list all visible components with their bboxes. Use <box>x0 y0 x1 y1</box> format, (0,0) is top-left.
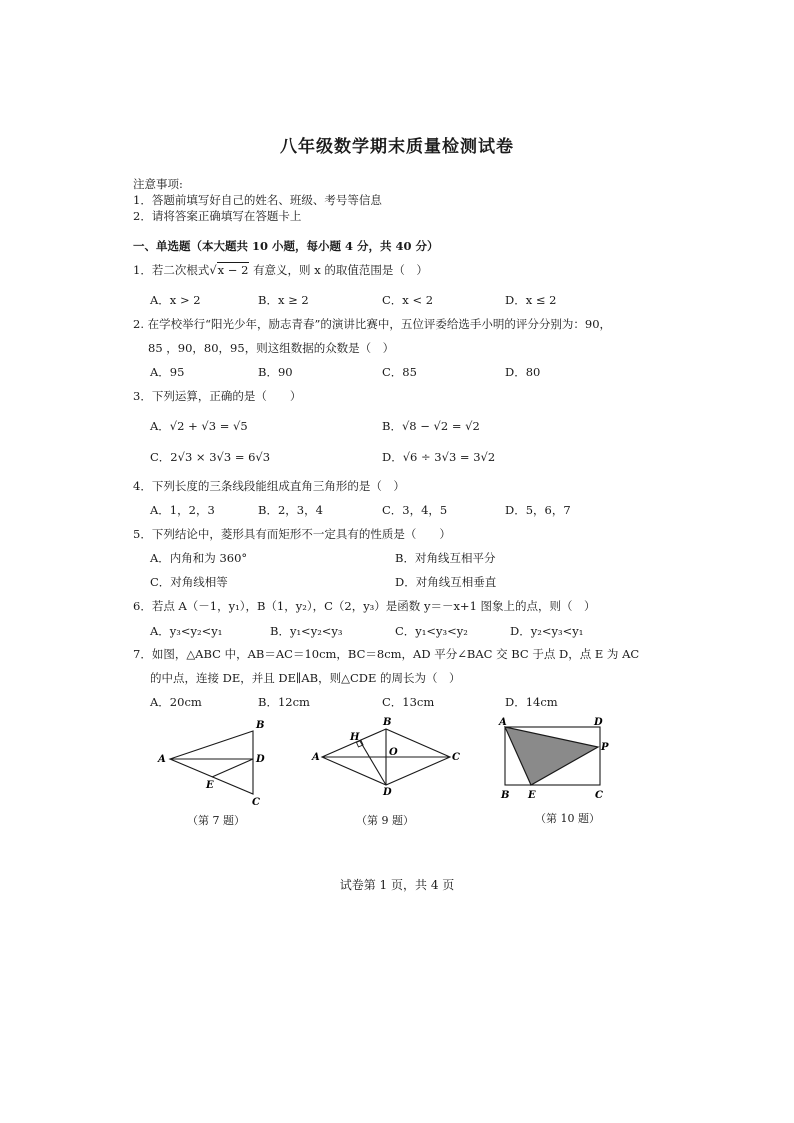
q1-option-b: B．x ≥ 2 <box>258 293 309 307</box>
fig7-label-b: B <box>256 720 265 731</box>
q6-stem: 6．若点 A（－1，y₁），B（1，y₂），C（2，y₃）是函数 y＝－x+1 图象上的点，则（ ） <box>133 599 596 613</box>
q7-option-a: A．20cm <box>150 695 202 709</box>
fig9-label-b: B <box>383 717 392 728</box>
fig10-label-a: A <box>499 717 507 728</box>
fig9-label-d: D <box>383 787 392 798</box>
sqrt-symbol: √ <box>209 263 217 277</box>
q3-option-d: D．√6 ÷ 3√3 = 3√2 <box>382 450 496 464</box>
q7-option-d: D．14cm <box>505 695 558 709</box>
figure-10-caption: （第 10 题） <box>535 812 600 825</box>
q4-option-a: A．1，2，3 <box>150 503 215 517</box>
page-footer: 试卷第 1 页，共 4 页 <box>339 878 455 892</box>
q4-option-b: B．2，3，4 <box>258 503 323 517</box>
q5-option-a: A．内角和为 360° <box>150 551 248 565</box>
fig7-label-c: C <box>252 797 260 808</box>
q6-option-d: D．y₂<y₃<y₁ <box>510 624 584 638</box>
q6-option-c: C．y₁<y₃<y₂ <box>395 624 468 638</box>
q5-stem: 5．下列结论中，菱形具有而矩形不一定具有的性质是（ ） <box>133 527 451 541</box>
figure-7-caption: （第 7 题） <box>187 814 245 827</box>
exam-title: 八年级数学期末质量检测试卷 <box>280 137 514 157</box>
q7-stem-line-2: 的中点，连接 DE，并且 DE∥AB，则△CDE 的周长为（ ） <box>150 671 461 685</box>
fig7-label-a: A <box>158 754 166 765</box>
figure-9-caption: （第 9 题） <box>356 814 414 827</box>
q2-stem-line-2: 85 ，90，80，95，则这组数据的众数是（ ） <box>148 341 395 355</box>
q4-option-d: D．5，6，7 <box>505 503 571 517</box>
q2-stem-line-1: 2. 在学校举行“阳光少年，励志青春”的演讲比赛中，五位评委给选手小明的评分分别为：90， <box>133 317 612 331</box>
q3-option-a: A．√2 + √3 = √5 <box>150 419 248 433</box>
fig10-label-c: C <box>595 790 603 801</box>
q1-option-d: D．x ≤ 2 <box>505 293 557 307</box>
q3-option-c: C．2√3 × 3√3 = 6√3 <box>150 450 271 464</box>
question-1-stem <box>133 262 428 278</box>
q2-option-a: A．95 <box>150 365 185 379</box>
section-1-heading: 一、单选题（本大题共 10 小题，每小题 4 分，共 40 分） <box>133 239 439 253</box>
q6-option-a: A．y₃<y₂<y₁ <box>150 624 223 638</box>
q1-option-a: A．x > 2 <box>150 293 201 307</box>
figure-10-rectangle <box>495 712 615 802</box>
fig10-label-d: D <box>594 717 603 728</box>
fig7-label-e: E <box>206 780 214 791</box>
q3-stem: 3．下列运算，正确的是（ ） <box>133 389 302 403</box>
fig9-label-h: H <box>350 732 360 743</box>
figure-9-rhombus <box>310 715 460 800</box>
fig9-label-o: O <box>389 747 398 758</box>
fig10-label-p: P <box>601 742 609 753</box>
q7-option-b: B．12cm <box>258 695 310 709</box>
q1-stem-post: 有意义，则 x 的取值范围是（ ） <box>253 263 428 277</box>
q2-option-b: B．90 <box>258 365 293 379</box>
fig10-label-e: E <box>528 790 536 801</box>
q6-option-b: B．y₁<y₂<y₃ <box>270 624 343 638</box>
q3-option-b: B．√8 − √2 = √2 <box>382 419 480 433</box>
fig9-label-a: A <box>312 752 320 763</box>
note-item-1: 1．答题前填写好自己的姓名、班级、考号等信息 <box>133 193 382 207</box>
notes-heading: 注意事项: <box>133 177 183 191</box>
figure-7-triangle <box>150 715 280 808</box>
q4-stem: 4．下列长度的三条线段能组成直角三角形的是（ ） <box>133 479 405 493</box>
q1-radicand: x − 2 <box>217 263 249 277</box>
fig9-label-c: C <box>452 752 460 763</box>
q7-stem-line-1: 7．如图，△ABC 中，AB＝AC＝10cm，BC＝8cm，AD 平分∠BAC 交 BC 于点 D，点 E 为 AC <box>133 647 640 661</box>
q1-option-c: C．x < 2 <box>382 293 434 307</box>
q5-option-d: D．对角线互相垂直 <box>395 575 497 589</box>
note-item-2: 2．请将答案正确填写在答题卡上 <box>133 209 302 223</box>
q7-option-c: C．13cm <box>382 695 435 709</box>
q1-stem-pre: 1．若二次根式 <box>133 263 210 277</box>
fig10-label-b: B <box>501 790 510 801</box>
q2-option-d: D．80 <box>505 365 541 379</box>
q4-option-c: C．3，4，5 <box>382 503 448 517</box>
fig7-label-d: D <box>256 754 265 765</box>
q5-option-c: C．对角线相等 <box>150 575 228 589</box>
q5-option-b: B．对角线互相平分 <box>395 551 496 565</box>
q2-option-c: C．85 <box>382 365 417 379</box>
